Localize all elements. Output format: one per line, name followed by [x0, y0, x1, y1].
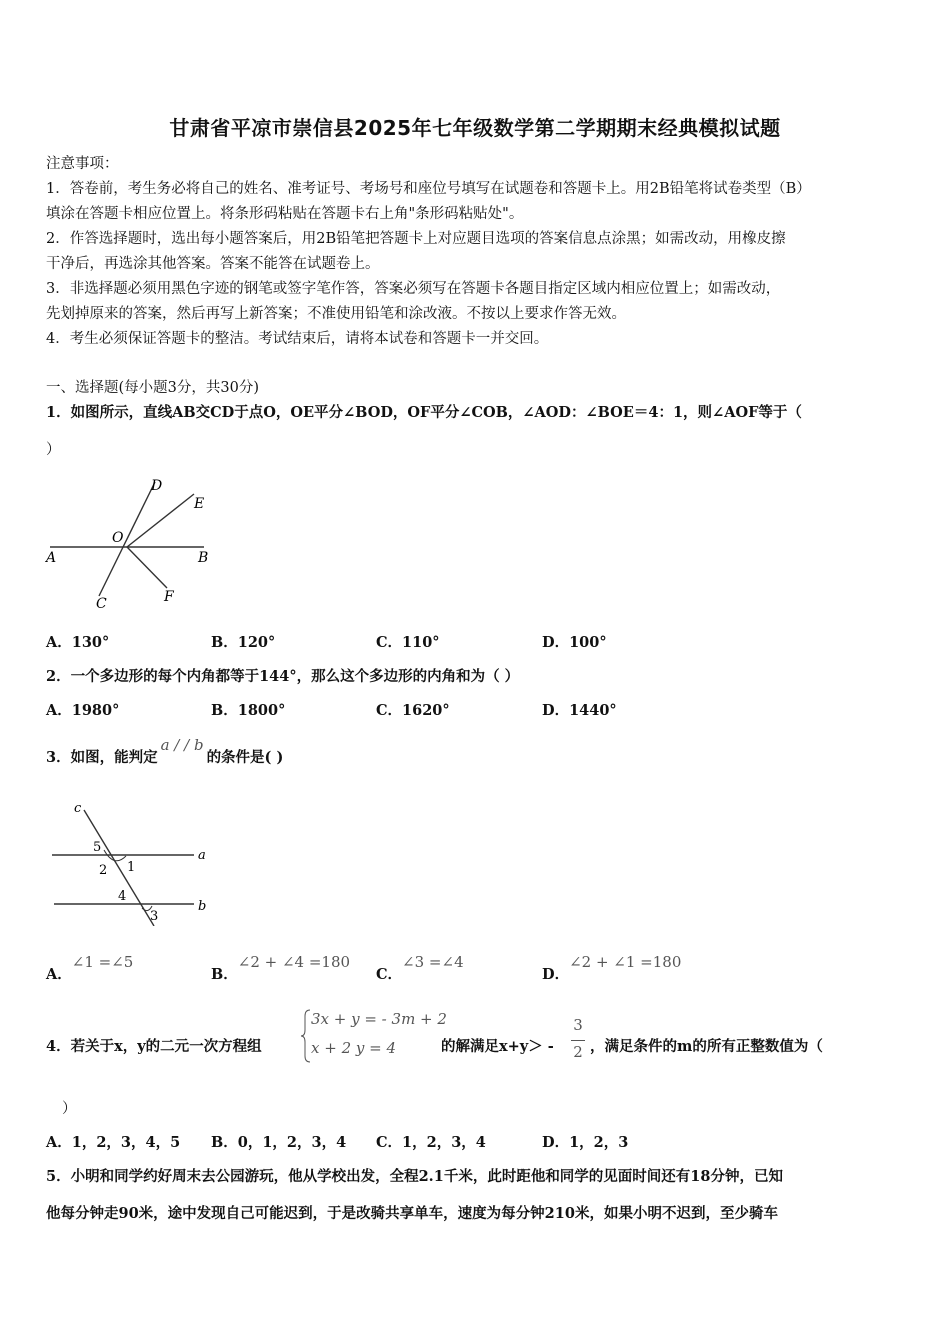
question-1-figure — [42, 470, 222, 615]
fraction-bar — [571, 1040, 585, 1041]
label-2: 2 — [99, 863, 108, 878]
parallel-formula: a / / b — [160, 736, 204, 754]
option-b[interactable]: B．1800° — [211, 702, 286, 719]
label-A: A — [46, 550, 57, 566]
question-2-text: 2．一个多边形的每个内角都等于144°，那么这个多边形的内角和为（ ） — [46, 668, 520, 685]
option-d[interactable]: D．1，2，3 — [542, 1134, 629, 1151]
option-a[interactable]: A．1，2，3，4，5 — [46, 1134, 181, 1151]
question-5-text: 5．小明和同学约好周末去公园游玩，他从学校出发，全程2.1千米，此时距他和同学的见面时间还有18分钟，已知 — [46, 1168, 783, 1185]
question-3-figure — [44, 798, 219, 926]
question-4-text-mid: 的解满足x+y＞ - — [441, 1038, 554, 1055]
option-letter: C． — [376, 966, 403, 983]
question-4-text-after: ，满足条件的m的所有正整数值为（ — [590, 1038, 823, 1055]
option-letter: D． — [542, 966, 570, 983]
notice-line: 2．作答选择题时，选出每小题答案后，用2B铅笔把答题卡上对应题目选项的答案信息点涂黑；如需改动，用橡皮擦 — [46, 231, 786, 247]
option-b[interactable]: B．0，1，2，3，4 — [211, 1134, 347, 1151]
question-3-text — [46, 736, 284, 767]
option-a[interactable] — [46, 953, 134, 984]
fraction-numerator: 3 — [573, 1016, 583, 1034]
section-heading: 一、选择题(每小题3分，共30分) — [46, 380, 259, 396]
question-3-text-before: 3．如图，能判定 — [46, 749, 158, 766]
label-5: 5 — [93, 840, 102, 855]
notice-heading: 注意事项： — [46, 156, 119, 172]
notice-line: 1．答卷前，考生务必将自己的姓名、准考证号、考场号和座位号填写在试题卷和答题卡上。用2B铅笔将试卷类型（B） — [46, 181, 811, 197]
option-math: ∠1 =∠5 — [71, 953, 134, 971]
option-c[interactable]: C．1620° — [376, 702, 450, 719]
option-d[interactable] — [542, 953, 682, 984]
label-c: c — [74, 801, 82, 816]
question-3-text-after: 的条件是( ) — [206, 749, 284, 766]
option-c[interactable] — [376, 953, 464, 984]
label-O: O — [112, 530, 124, 546]
notice-line: 先划掉原来的答案，然后再写上新答案；不准使用铅笔和涂改液。不按以上要求作答无效。 — [46, 306, 626, 322]
option-b[interactable] — [211, 953, 351, 984]
option-math: ∠2 + ∠4 =180 — [237, 953, 351, 971]
notice-line: 3．非选择题必须用黑色字迹的钢笔或签字笔作答，答案必须写在答题卡各题目指定区域内相应位置上；如需改动， — [46, 281, 781, 297]
option-a[interactable]: A．130° — [46, 634, 110, 651]
option-a[interactable]: A．1980° — [46, 702, 120, 719]
option-c[interactable]: C．1，2，3，4 — [376, 1134, 486, 1151]
question-1-text-cont: ） — [46, 442, 61, 458]
label-B: B — [198, 550, 209, 566]
fraction-denominator: 2 — [573, 1043, 583, 1061]
option-math: ∠2 + ∠1 =180 — [569, 953, 682, 971]
option-d[interactable]: D．1440° — [542, 702, 617, 719]
label-D: D — [151, 478, 163, 494]
option-b[interactable]: B．120° — [211, 634, 276, 651]
label-E: E — [194, 496, 205, 512]
equation-2: x + 2 y = 4 — [311, 1039, 396, 1057]
label-b: b — [198, 899, 207, 914]
question-4-text-before: 4．若关于x，y的二元一次方程组 — [46, 1038, 262, 1055]
label-4: 4 — [118, 889, 127, 904]
question-4-text-cont: ） — [62, 1101, 77, 1117]
notice-line: 填涂在答题卡相应位置上。将条形码粘贴在答题卡右上角"条形码粘贴处"。 — [46, 206, 524, 222]
equation-1: 3x + y = - 3m + 2 — [311, 1010, 447, 1028]
question-1-text: 1．如图所示，直线AB交CD于点O，OE平分∠BOD，OF平分∠COB，∠AOD：∠BOE＝4：1，则∠AOF等于（ — [46, 404, 802, 421]
option-c[interactable]: C．110° — [376, 634, 440, 651]
question-5-text: 他每分钟走90米，途中发现自己可能迟到，于是改骑共享单车，速度为每分钟210米，如果小明不迟到，至少骑车 — [46, 1205, 778, 1222]
notice-line: 干净后，再选涂其他答案。答案不能答在试题卷上。 — [46, 256, 380, 272]
label-3: 3 — [150, 909, 159, 924]
option-letter: A． — [46, 966, 72, 983]
label-F: F — [164, 589, 174, 605]
option-d[interactable]: D．100° — [542, 634, 607, 651]
label-C: C — [96, 596, 107, 612]
label-1: 1 — [127, 860, 136, 875]
option-math: ∠3 =∠4 — [402, 953, 464, 971]
option-letter: B． — [211, 966, 238, 983]
label-a: a — [198, 848, 206, 863]
notice-line: 4．考生必须保证答题卡的整洁。考试结束后，请将本试卷和答题卡一并交回。 — [46, 331, 549, 347]
page-title: 甘肃省平凉市崇信县2025年七年级数学第二学期期末经典模拟试题 — [169, 116, 781, 140]
